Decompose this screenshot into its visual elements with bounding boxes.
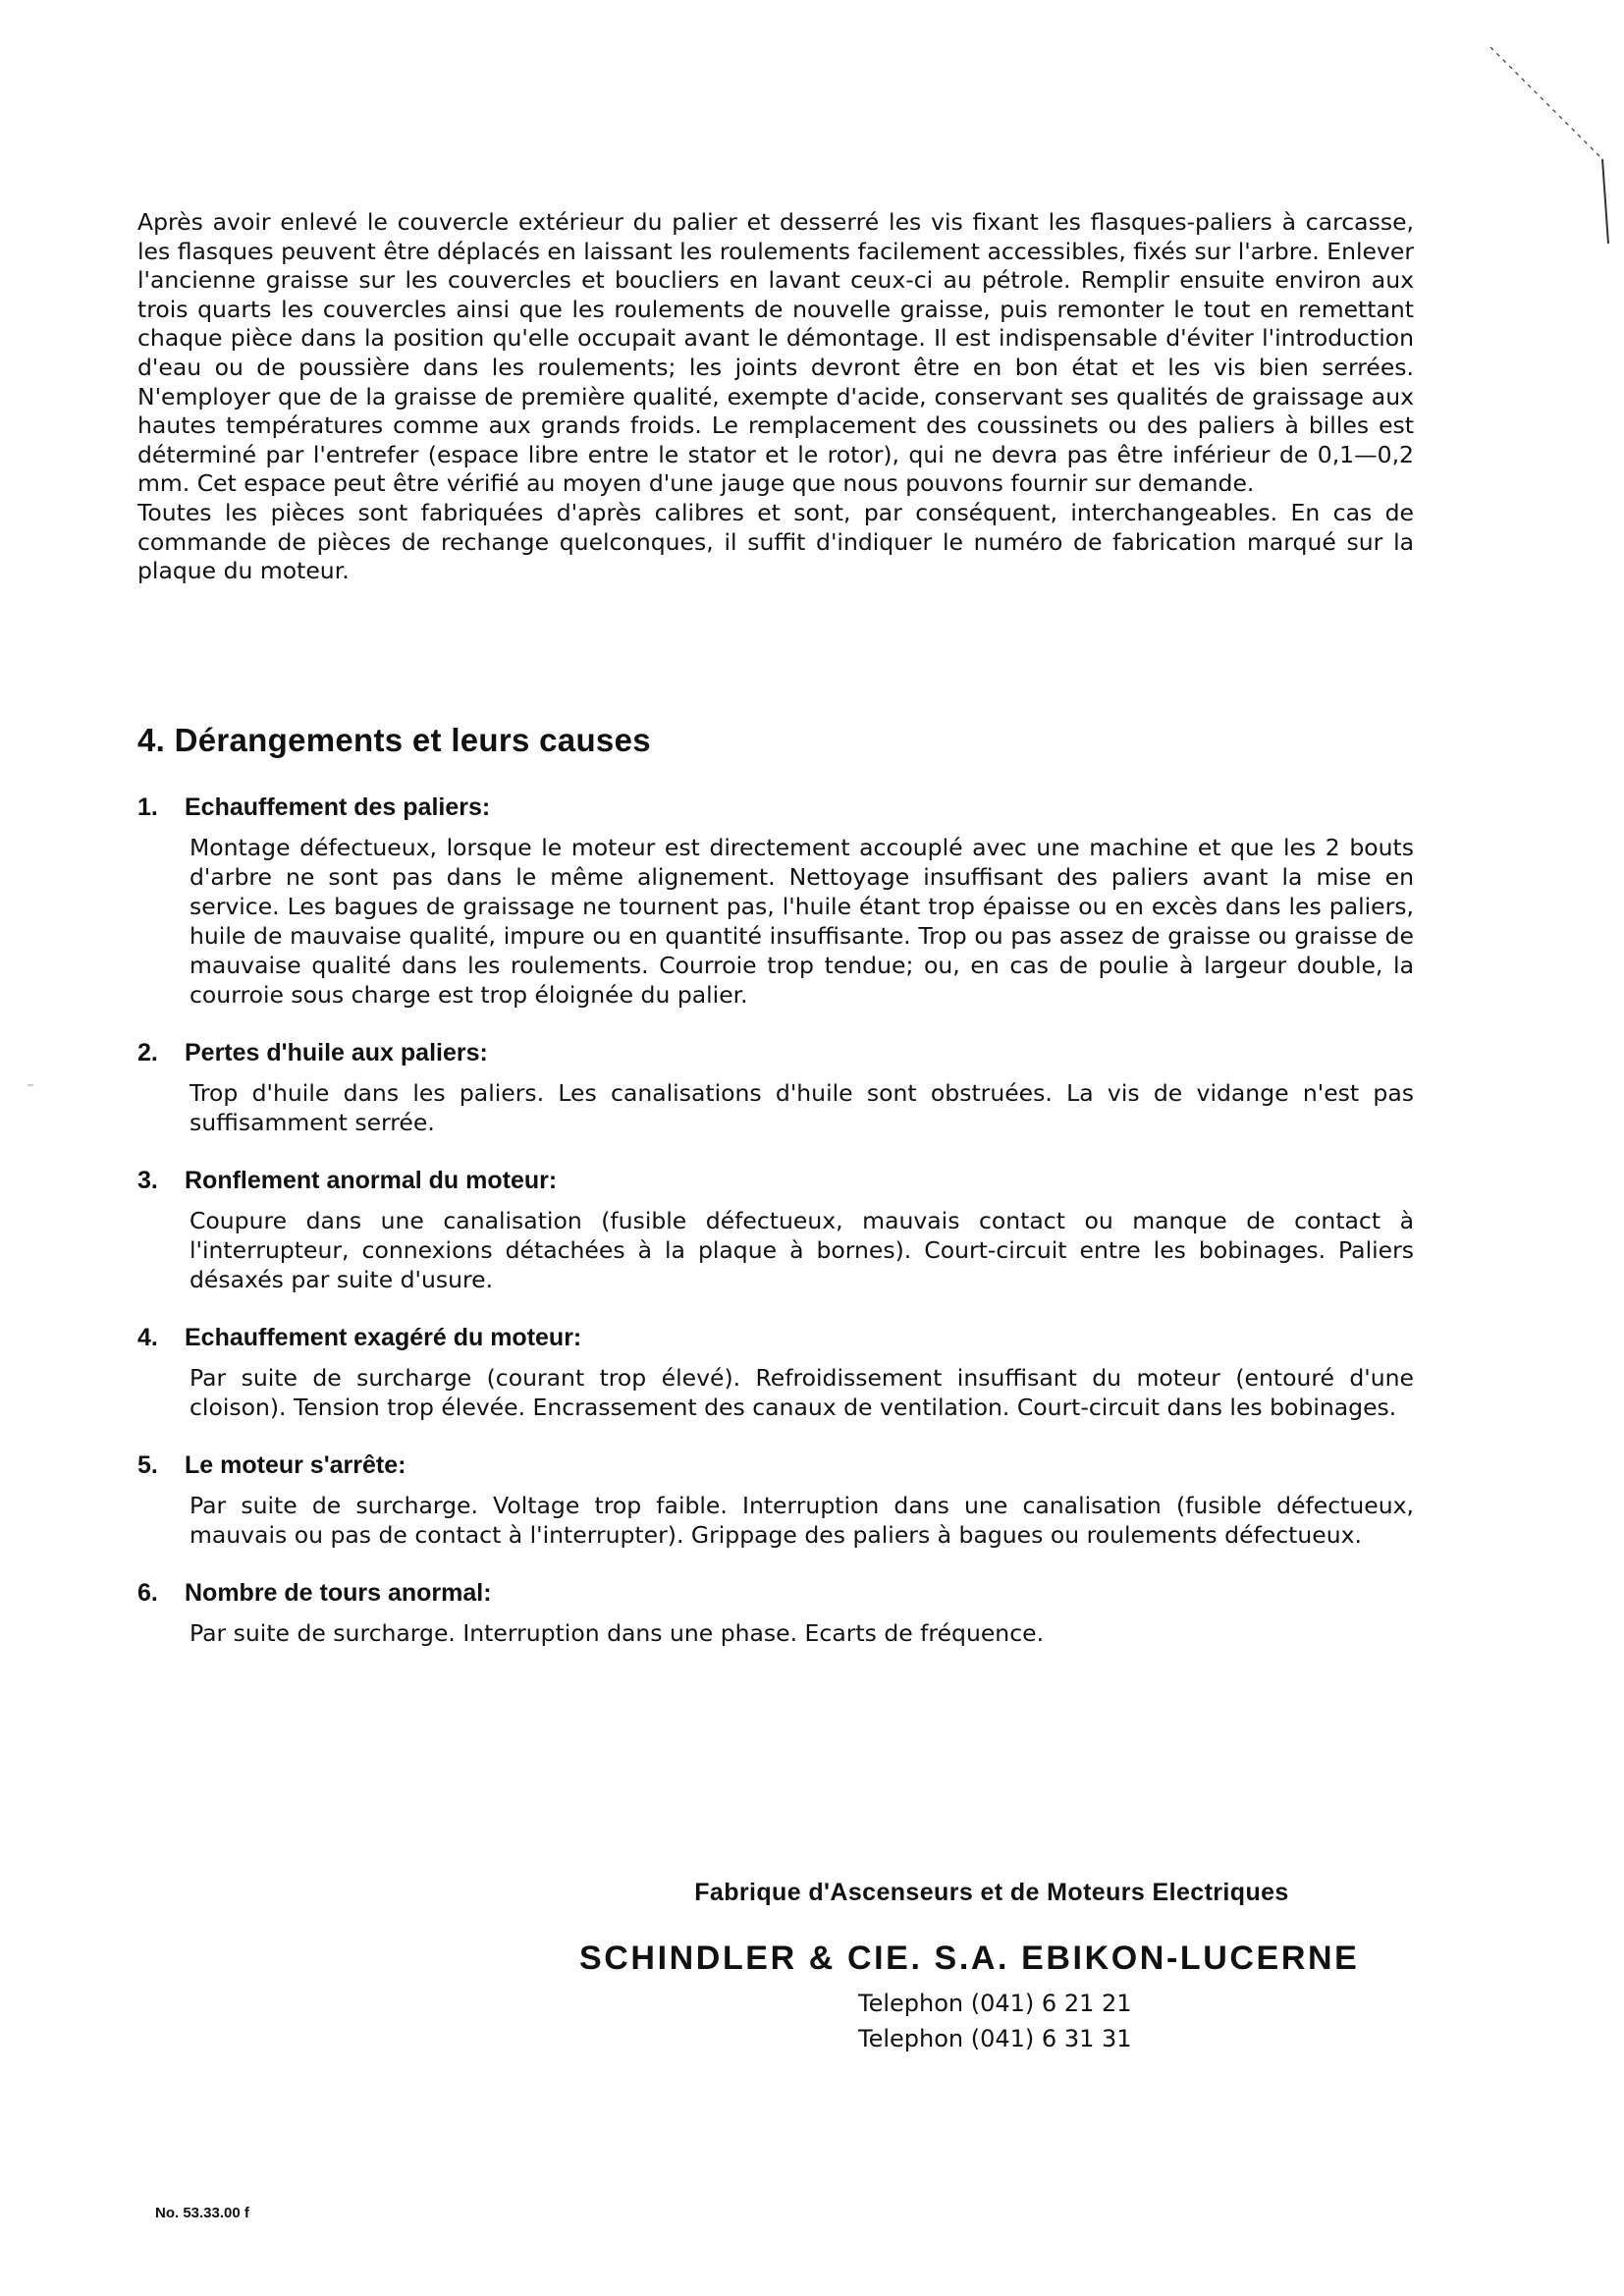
fault-list [137, 792, 1414, 1675]
phone-number-2: Telephon (041) 6 31 31 [858, 2025, 1132, 2052]
fault-item-2 [137, 1037, 1414, 1137]
fault-number: 6. [137, 1579, 158, 1607]
company-name: SCHINDLER & CIE. S.A. EBIKON-LUCERNE [579, 1940, 1360, 1977]
phone-list [858, 1986, 1132, 2056]
company-description: Fabrique d'Ascenseurs et de Moteurs Electriques [694, 1879, 1289, 1906]
fault-item-4 [137, 1322, 1414, 1422]
fault-description: Par suite de surcharge (courant trop élevé). Refroidissement insuffisant du moteur (entouré d'une cloison). Tension trop élevée. Encrassement des canaux de ventilation. Court-circuit dans les bobinages. [189, 1364, 1414, 1421]
fault-description: Par suite de surcharge. Voltage trop faible. Interruption dans une canalisation (fusible défectueux, mauvais ou pas de contact à l'interrupter). Grippage des paliers à bagues ou roulements défectueux. [189, 1492, 1414, 1549]
fault-heading [137, 1165, 1414, 1196]
fault-item-6 [137, 1577, 1414, 1648]
fault-description: Montage défectueux, lorsque le moteur est directement accouplé avec une machine et que les 2 bouts d'arbre ne sont pas dans le même alignement. Nettoyage insuffisant des paliers avant la mise en service. Les bagues de graissage ne tournent pas, l'huile étant trop épaisse ou en excès dans les paliers, huile de mauvaise qualité, impure ou en quantité insuffisante. Trop ou pas assez de graisse ou graisse de mauvaise qualité dans les roulements. Courroie trop tendue; ou, en cas de poulie à largeur double, la courroie sous charge est trop éloignée du palier. [189, 834, 1414, 1009]
fault-number: 1. [137, 793, 158, 821]
intro-paragraph-2: Toutes les pièces sont fabriquées d'après calibres et sont, par conséquent, interchangeables. En cas de commande de pièces de rechange quelconques, il suffit d'indiquer le numéro de fabrication marqué sur la plaque du moteur. [137, 498, 1414, 585]
fault-number: 3. [137, 1167, 158, 1194]
section-title: 4. Dérangements et leurs causes [137, 722, 651, 758]
document-number: No. 53.33.00 f [155, 2205, 249, 2221]
fault-title: Ronflement anormal du moteur: [185, 1167, 558, 1194]
fault-description: Coupure dans une canalisation (fusible défectueux, mauvais contact ou manque de contact à l'interrupteur, connexions détachées à la plaque à bornes). Court-circuit entre les bobinages. Paliers désaxés par suite d'usure. [189, 1207, 1414, 1293]
intro-text [137, 208, 1414, 586]
fault-title: Echauffement exagéré du moteur: [185, 1324, 582, 1351]
fault-heading [137, 792, 1414, 823]
fault-title: Echauffement des paliers: [185, 793, 491, 821]
fault-title: Le moteur s'arrête: [185, 1451, 406, 1479]
fault-item-5 [137, 1449, 1414, 1550]
fault-heading [137, 1577, 1414, 1609]
fault-description: Trop d'huile dans les paliers. Les canalisations d'huile sont obstruées. La vis de vidange n'est pas suffisamment serrée. [189, 1079, 1414, 1136]
fault-number: 2. [137, 1039, 158, 1066]
fault-heading [137, 1037, 1414, 1068]
fault-number: 4. [137, 1324, 158, 1351]
fault-description: Par suite de surcharge. Interruption dans une phase. Ecarts de fréquence. [189, 1619, 1045, 1647]
fault-heading [137, 1449, 1414, 1481]
fault-title: Nombre de tours anormal: [185, 1579, 492, 1607]
fault-title: Pertes d'huile aux paliers: [185, 1039, 488, 1066]
fault-item-1 [137, 792, 1414, 1010]
fault-number: 5. [137, 1451, 158, 1479]
company-block [550, 1879, 1434, 1907]
phone-number-1: Telephon (041) 6 21 21 [858, 1990, 1132, 2017]
intro-paragraph-1: Après avoir enlevé le couvercle extérieur du palier et desserré les vis fixant les flasques-paliers à carcasse, les flasques peuvent être déplacés en laissant les roulements facilement accessibles, fixés sur l'arbre. Enlever l'ancienne graisse sur les couvercles et boucliers en lavant ceux-ci au pétrole. Remplir ensuite environ aux trois quarts les couvercles ainsi que les roulements de nouvelle graisse, puis remonter le tout en remettant chaque pièce dans la position qu'elle occupait avant le démontage. Il est indispensable d'éviter l'introduction d'eau ou de poussière dans les roulements; les joints devront être en bon état et les vis bien serrées. N'employer que de la graisse de première qualité, exempte d'acide, conservant ses qualités de graissage aux hautes températures comme aux grands froids. Le remplacement des coussinets ou des paliers à billes est déterminé par l'entrefer (espace libre entre le stator et le rotor), qui ne devra pas être inférieur de 0,1—0,2 mm. Cet espace peut être vérifié au moyen d'une jauge que nous pouvons fournir sur demande. [137, 208, 1414, 498]
fault-item-3 [137, 1165, 1414, 1294]
fault-heading [137, 1322, 1414, 1353]
